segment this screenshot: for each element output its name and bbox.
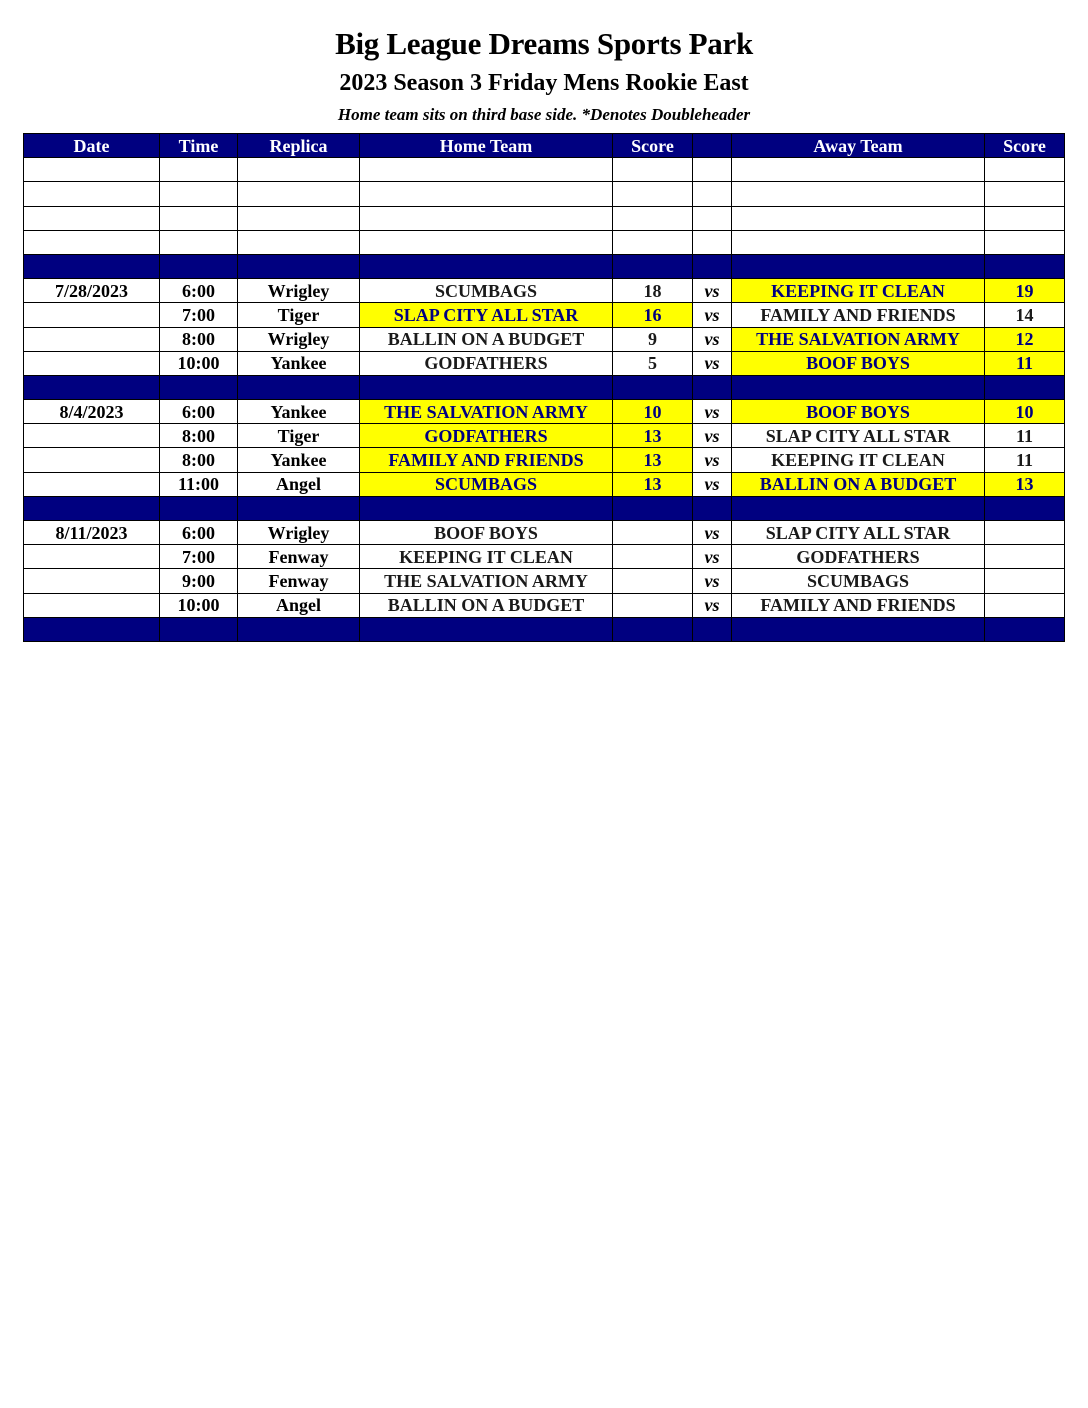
- schedule-table: [23, 133, 1065, 642]
- away-score-cell: 14: [985, 303, 1065, 327]
- home-team-cell: [360, 182, 613, 206]
- date-cell: [24, 545, 160, 569]
- home-team-cell: [360, 496, 613, 520]
- replica-cell: Fenway: [238, 545, 360, 569]
- date-cell: [24, 303, 160, 327]
- away-team-cell: SLAP CITY ALL STAR: [732, 521, 985, 545]
- date-cell: 8/11/2023: [24, 521, 160, 545]
- date-cell: [24, 496, 160, 520]
- vs-cell: vs: [693, 279, 732, 303]
- home-team-cell: [360, 158, 613, 182]
- replica-cell: Wrigley: [238, 521, 360, 545]
- away-team-cell: BOOF BOYS: [732, 400, 985, 424]
- away-score-cell: [985, 569, 1065, 593]
- date-cell: 8/4/2023: [24, 400, 160, 424]
- away-team-cell: [732, 182, 985, 206]
- away-team-cell: FAMILY AND FRIENDS: [732, 303, 985, 327]
- away-score-cell: 10: [985, 400, 1065, 424]
- time-cell: [160, 496, 238, 520]
- away-score-cell: [985, 230, 1065, 254]
- away-team-cell: THE SALVATION ARMY: [732, 327, 985, 351]
- home-team-cell: [360, 206, 613, 230]
- col-header-replica: Replica: [238, 134, 360, 158]
- away-team-cell: BOOF BOYS: [732, 351, 985, 375]
- home-team-cell: [360, 230, 613, 254]
- replica-cell: [238, 375, 360, 399]
- game-row: [24, 351, 1065, 375]
- home-score-cell: [613, 545, 693, 569]
- replica-cell: [238, 230, 360, 254]
- vs-cell: vs: [693, 424, 732, 448]
- vs-cell: [693, 182, 732, 206]
- away-score-cell: [985, 593, 1065, 617]
- col-header-time: Time: [160, 134, 238, 158]
- home-score-cell: [613, 569, 693, 593]
- home-team-cell: GODFATHERS: [360, 424, 613, 448]
- away-score-cell: 11: [985, 448, 1065, 472]
- home-team-cell: FAMILY AND FRIENDS: [360, 448, 613, 472]
- replica-cell: Wrigley: [238, 279, 360, 303]
- home-score-cell: [613, 206, 693, 230]
- date-cell: [24, 182, 160, 206]
- home-team-cell: SLAP CITY ALL STAR: [360, 303, 613, 327]
- home-score-cell: 13: [613, 472, 693, 496]
- col-header-vs: [693, 134, 732, 158]
- vs-cell: vs: [693, 569, 732, 593]
- home-score-cell: 10: [613, 400, 693, 424]
- replica-cell: [238, 254, 360, 278]
- time-cell: 6:00: [160, 521, 238, 545]
- home-score-cell: [613, 182, 693, 206]
- blank-row: [24, 206, 1065, 230]
- home-team-cell: [360, 375, 613, 399]
- away-team-cell: KEEPING IT CLEAN: [732, 448, 985, 472]
- vs-cell: vs: [693, 327, 732, 351]
- home-score-cell: [613, 158, 693, 182]
- replica-cell: [238, 496, 360, 520]
- replica-cell: [238, 182, 360, 206]
- date-cell: [24, 230, 160, 254]
- vs-cell: [693, 617, 732, 641]
- home-score-cell: [613, 375, 693, 399]
- game-row: [24, 472, 1065, 496]
- col-header-home-team: Home Team: [360, 134, 613, 158]
- time-cell: 8:00: [160, 424, 238, 448]
- time-cell: 6:00: [160, 279, 238, 303]
- home-team-cell: [360, 617, 613, 641]
- away-score-cell: [985, 158, 1065, 182]
- home-team-cell: GODFATHERS: [360, 351, 613, 375]
- away-score-cell: [985, 545, 1065, 569]
- home-team-cell: BALLIN ON A BUDGET: [360, 327, 613, 351]
- time-cell: 8:00: [160, 327, 238, 351]
- away-score-cell: 13: [985, 472, 1065, 496]
- game-row: [24, 521, 1065, 545]
- vs-cell: [693, 206, 732, 230]
- time-cell: 10:00: [160, 351, 238, 375]
- page-subtitle: 2023 Season 3 Friday Mens Rookie East: [339, 70, 749, 96]
- away-score-cell: [985, 496, 1065, 520]
- home-score-cell: 13: [613, 424, 693, 448]
- away-score-cell: [985, 617, 1065, 641]
- home-score-cell: [613, 593, 693, 617]
- time-cell: [160, 254, 238, 278]
- away-team-cell: [732, 375, 985, 399]
- page-note: Home team sits on third base side. *Denotes Doubleheader: [337, 105, 751, 124]
- replica-cell: Tiger: [238, 303, 360, 327]
- away-team-cell: [732, 230, 985, 254]
- date-cell: [24, 569, 160, 593]
- separator-row: [24, 617, 1065, 641]
- date-cell: [24, 254, 160, 278]
- vs-cell: [693, 254, 732, 278]
- date-cell: [24, 327, 160, 351]
- away-team-cell: SCUMBAGS: [732, 569, 985, 593]
- blank-row: [24, 230, 1065, 254]
- away-team-cell: [732, 496, 985, 520]
- home-team-cell: THE SALVATION ARMY: [360, 400, 613, 424]
- game-row: [24, 400, 1065, 424]
- col-header-away-score: Score: [985, 134, 1065, 158]
- away-score-cell: 12: [985, 327, 1065, 351]
- home-score-cell: [613, 521, 693, 545]
- vs-cell: [693, 496, 732, 520]
- separator-row: [24, 254, 1065, 278]
- replica-cell: Yankee: [238, 400, 360, 424]
- time-cell: 11:00: [160, 472, 238, 496]
- away-team-cell: [732, 206, 985, 230]
- home-team-cell: SCUMBAGS: [360, 279, 613, 303]
- replica-cell: Angel: [238, 472, 360, 496]
- date-cell: [24, 351, 160, 375]
- date-cell: [24, 448, 160, 472]
- replica-cell: [238, 617, 360, 641]
- table-header-row: [24, 134, 1065, 158]
- date-cell: 7/28/2023: [24, 279, 160, 303]
- page-title: Big League Dreams Sports Park: [335, 26, 753, 61]
- vs-cell: vs: [693, 521, 732, 545]
- vs-cell: [693, 158, 732, 182]
- vs-cell: [693, 375, 732, 399]
- home-score-cell: [613, 254, 693, 278]
- replica-cell: Yankee: [238, 351, 360, 375]
- col-header-home-score: Score: [613, 134, 693, 158]
- time-cell: [160, 617, 238, 641]
- away-score-cell: 11: [985, 424, 1065, 448]
- home-team-cell: THE SALVATION ARMY: [360, 569, 613, 593]
- game-row: [24, 303, 1065, 327]
- time-cell: 6:00: [160, 400, 238, 424]
- time-cell: 9:00: [160, 569, 238, 593]
- vs-cell: [693, 230, 732, 254]
- time-cell: [160, 206, 238, 230]
- replica-cell: Angel: [238, 593, 360, 617]
- blank-row: [24, 158, 1065, 182]
- vs-cell: vs: [693, 448, 732, 472]
- home-team-cell: KEEPING IT CLEAN: [360, 545, 613, 569]
- replica-cell: Yankee: [238, 448, 360, 472]
- away-score-cell: [985, 375, 1065, 399]
- separator-row: [24, 496, 1065, 520]
- date-cell: [24, 158, 160, 182]
- game-row: [24, 448, 1065, 472]
- home-team-cell: SCUMBAGS: [360, 472, 613, 496]
- time-cell: [160, 158, 238, 182]
- away-score-cell: [985, 206, 1065, 230]
- replica-cell: Tiger: [238, 424, 360, 448]
- replica-cell: [238, 206, 360, 230]
- col-header-date: Date: [24, 134, 160, 158]
- home-score-cell: 13: [613, 448, 693, 472]
- date-cell: [24, 472, 160, 496]
- away-team-cell: [732, 617, 985, 641]
- away-score-cell: [985, 254, 1065, 278]
- col-header-away-team: Away Team: [732, 134, 985, 158]
- away-score-cell: 11: [985, 351, 1065, 375]
- game-row: [24, 545, 1065, 569]
- away-team-cell: BALLIN ON A BUDGET: [732, 472, 985, 496]
- home-score-cell: [613, 617, 693, 641]
- home-team-cell: BALLIN ON A BUDGET: [360, 593, 613, 617]
- game-row: [24, 279, 1065, 303]
- vs-cell: vs: [693, 303, 732, 327]
- away-score-cell: [985, 182, 1065, 206]
- away-team-cell: [732, 158, 985, 182]
- away-team-cell: FAMILY AND FRIENDS: [732, 593, 985, 617]
- date-cell: [24, 424, 160, 448]
- away-score-cell: 19: [985, 279, 1065, 303]
- date-cell: [24, 206, 160, 230]
- date-cell: [24, 593, 160, 617]
- time-cell: 7:00: [160, 545, 238, 569]
- vs-cell: vs: [693, 593, 732, 617]
- time-cell: 7:00: [160, 303, 238, 327]
- away-team-cell: KEEPING IT CLEAN: [732, 279, 985, 303]
- schedule-body: [24, 158, 1065, 642]
- replica-cell: Fenway: [238, 569, 360, 593]
- replica-cell: Wrigley: [238, 327, 360, 351]
- home-score-cell: 16: [613, 303, 693, 327]
- home-team-cell: BOOF BOYS: [360, 521, 613, 545]
- home-score-cell: [613, 230, 693, 254]
- home-score-cell: [613, 496, 693, 520]
- time-cell: [160, 230, 238, 254]
- home-team-cell: [360, 254, 613, 278]
- game-row: [24, 424, 1065, 448]
- home-score-cell: 9: [613, 327, 693, 351]
- time-cell: 10:00: [160, 593, 238, 617]
- replica-cell: [238, 158, 360, 182]
- home-score-cell: 18: [613, 279, 693, 303]
- game-row: [24, 593, 1065, 617]
- time-cell: 8:00: [160, 448, 238, 472]
- home-score-cell: 5: [613, 351, 693, 375]
- vs-cell: vs: [693, 400, 732, 424]
- vs-cell: vs: [693, 351, 732, 375]
- date-cell: [24, 617, 160, 641]
- away-team-cell: [732, 254, 985, 278]
- away-team-cell: GODFATHERS: [732, 545, 985, 569]
- blank-row: [24, 182, 1065, 206]
- date-cell: [24, 375, 160, 399]
- vs-cell: vs: [693, 472, 732, 496]
- game-row: [24, 569, 1065, 593]
- vs-cell: vs: [693, 545, 732, 569]
- separator-row: [24, 375, 1065, 399]
- time-cell: [160, 182, 238, 206]
- game-row: [24, 327, 1065, 351]
- time-cell: [160, 375, 238, 399]
- away-team-cell: SLAP CITY ALL STAR: [732, 424, 985, 448]
- away-score-cell: [985, 521, 1065, 545]
